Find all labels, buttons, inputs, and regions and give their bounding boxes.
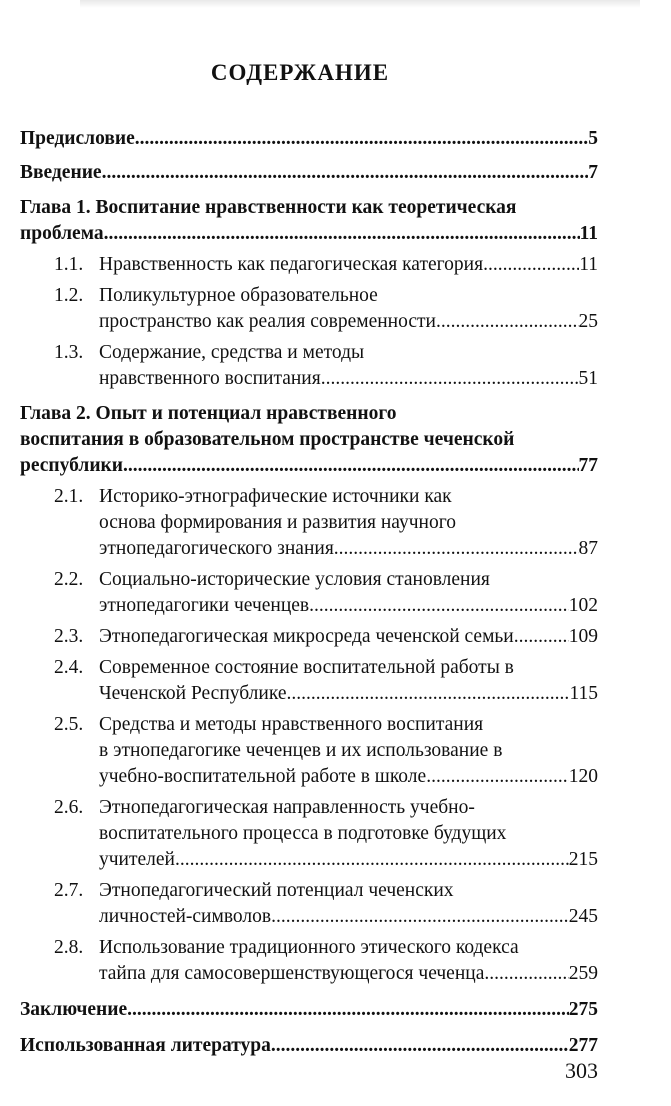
toc-entry-preface[interactable] [20, 126, 598, 152]
toc-entry-line: Глава 2. Опыт и потенциал нравственного [20, 403, 397, 424]
toc-entry-2-8[interactable] [54, 935, 598, 987]
leader-dots [135, 126, 588, 152]
toc-page-number: 51 [578, 368, 598, 389]
toc-entry-conclusion[interactable] [20, 997, 598, 1023]
page-number: 303 [565, 1058, 598, 1083]
leader-dots [426, 764, 569, 790]
toc-entry-line: воспитательного процесса в подготовке будущих [99, 823, 507, 844]
toc-page-number: 215 [568, 849, 598, 870]
toc-page-number: 11 [579, 223, 598, 244]
toc-entry-title: Нравственность как педагогическая категория [99, 254, 484, 275]
toc-page-number: 120 [568, 766, 598, 787]
toc-entry-title: Чеченской Республике [99, 683, 287, 704]
toc-entry-2-2[interactable] [54, 567, 598, 619]
toc-entry-title: нравственного воспитания [99, 368, 321, 389]
toc-entry-title: учителей [99, 849, 175, 870]
toc-section-number: 2.3. [54, 626, 84, 647]
leader-dots [436, 309, 579, 335]
toc-entry-chapter-2[interactable] [20, 401, 598, 479]
toc-page-number: 87 [578, 538, 598, 559]
toc-entry-title: Введение [20, 162, 102, 183]
toc-entry-line: воспитания в образовательном пространстве чеченской [20, 429, 515, 450]
toc-entry-line: Поликультурное образовательное [99, 285, 378, 306]
leader-dots [484, 961, 568, 987]
toc-page-number: 7 [588, 162, 598, 183]
toc-entry-2-7[interactable] [54, 878, 598, 930]
toc-entry-title: личностей-символов [99, 906, 272, 927]
toc-section-number: 1.2. [54, 285, 84, 306]
leader-dots [271, 904, 569, 930]
toc-entry-line: Этнопедагогическая направленность учебно- [99, 797, 475, 818]
toc-entry-title: этнопедагогического знания [99, 538, 334, 559]
toc-section-number: 2.4. [54, 657, 84, 678]
toc-entry-1-1[interactable] [54, 252, 598, 278]
toc-entry-2-3[interactable] [54, 624, 598, 650]
toc-entry-title: Предисловие [20, 128, 135, 149]
toc-page-number: 109 [568, 626, 598, 647]
page-title: СОДЕРЖАНИЕ [210, 60, 390, 85]
toc-page-number: 77 [578, 455, 598, 476]
leader-dots [175, 847, 569, 873]
toc-page-number: 25 [578, 311, 598, 332]
toc-entry-bibliography[interactable] [20, 1033, 598, 1059]
toc-entry-1-3[interactable] [54, 340, 598, 392]
leader-dots [514, 624, 569, 650]
toc-entry-line: в этнопедагогике чеченцев и их использование в [99, 740, 503, 761]
toc-section-number: 2.6. [54, 797, 84, 818]
toc-entry-title: учебно-воспитательной работе в школе [99, 766, 427, 787]
toc-entry-line: Содержание, средства и методы [99, 342, 365, 363]
toc-entry-title: тайпа для самосовершенствующегося чеченца [99, 963, 485, 984]
toc-entry-2-6[interactable] [54, 795, 598, 873]
page-edge-shadow [80, 0, 640, 8]
leader-dots [334, 536, 579, 562]
toc-entry-1-2[interactable] [54, 283, 598, 335]
toc-page-number: 115 [569, 683, 598, 704]
toc-entry-title: республики [20, 455, 124, 476]
toc-entry-line: Современное состояние воспитательной работы в [99, 657, 514, 678]
toc-entry-title: Этнопедагогическая микросреда чеченской семьи [99, 626, 514, 647]
leader-dots [271, 1033, 569, 1059]
toc-section-number: 2.8. [54, 937, 84, 958]
toc-entry-line: Использование традиционного этического кодекса [99, 937, 519, 958]
toc-entry-title: проблема [20, 223, 104, 244]
toc-page-number: 275 [568, 999, 598, 1020]
toc-entry-title: Использованная литература [20, 1035, 271, 1056]
toc-section-number: 2.5. [54, 714, 84, 735]
toc-entry-line: Этнопедагогический потенциал чеченских [99, 880, 454, 901]
leader-dots [102, 160, 589, 186]
toc-entry-line: основа формирования и развития научного [99, 512, 456, 533]
toc-section-number: 1.3. [54, 342, 84, 363]
toc-section-number: 2.1. [54, 486, 84, 507]
toc-entry-title: пространство как реалия современности [99, 311, 436, 332]
toc-entry-2-5[interactable] [54, 712, 598, 790]
toc-entry-title: Заключение [20, 999, 128, 1020]
toc-page-number: 102 [568, 595, 598, 616]
leader-dots [123, 453, 578, 479]
toc-section-number: 2.7. [54, 880, 84, 901]
toc-page-number: 277 [568, 1035, 598, 1056]
toc-entry-title: этнопедагогики чеченцев [99, 595, 310, 616]
toc-entry-line: Историко-этнографические источники как [99, 486, 452, 507]
toc-section-number: 1.1. [54, 254, 84, 275]
toc-page-number: 259 [568, 963, 598, 984]
leader-dots [287, 681, 570, 707]
toc-page-number: 11 [579, 254, 598, 275]
toc-entry-2-1[interactable] [54, 484, 598, 562]
toc-page-number: 5 [588, 128, 598, 149]
leader-dots [309, 593, 569, 619]
leader-dots [321, 366, 579, 392]
toc-entry-line: Глава 1. Воспитание нравственности как теоретическая [20, 197, 517, 218]
leader-dots [127, 997, 569, 1023]
toc-entry-line: Социально-исторические условия становления [99, 569, 490, 590]
toc-entry-chapter-1[interactable] [20, 195, 598, 247]
toc-section-number: 2.2. [54, 569, 84, 590]
table-of-contents [20, 126, 598, 1059]
leader-dots [483, 252, 579, 278]
leader-dots [104, 221, 580, 247]
toc-entry-introduction[interactable] [20, 160, 598, 186]
toc-entry-2-4[interactable] [54, 655, 598, 707]
toc-page-number: 245 [568, 906, 598, 927]
toc-entry-line: Средства и методы нравственного воспитания [99, 714, 484, 735]
